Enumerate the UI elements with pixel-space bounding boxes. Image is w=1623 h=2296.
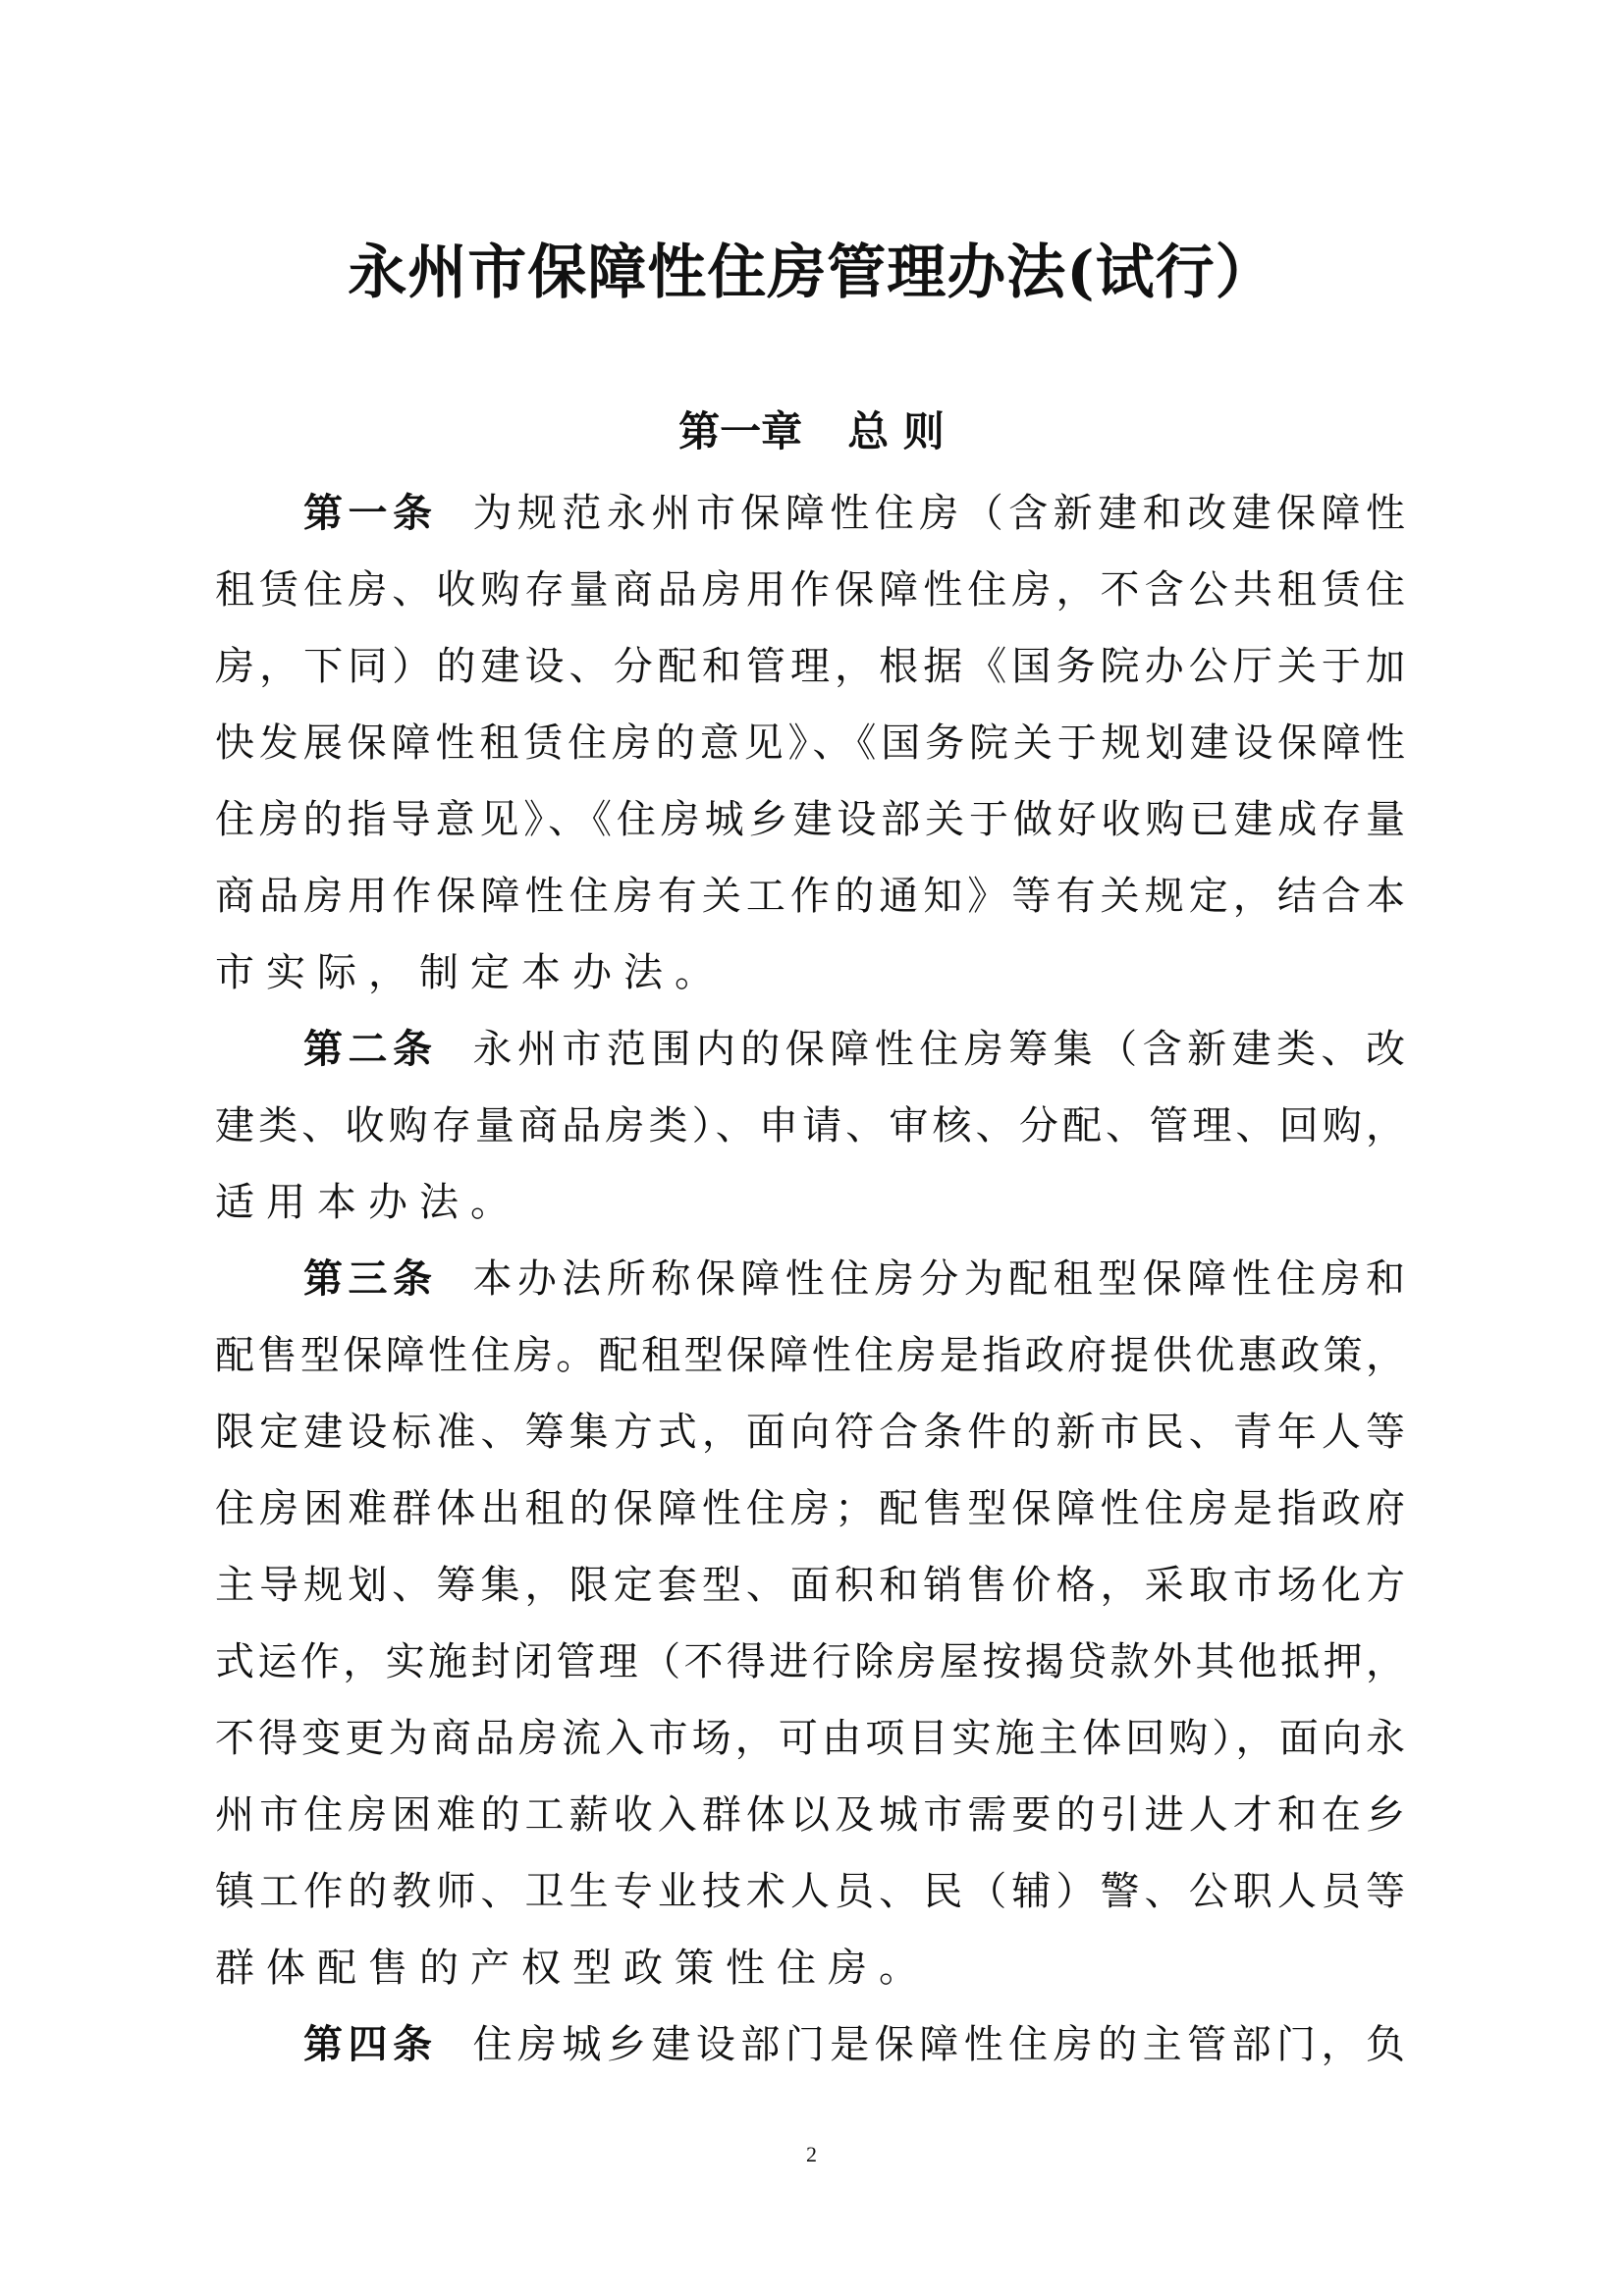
line-text: 式运作，实施封闭管理（不得进行除房屋按揭贷款外其他抵押， [215, 1639, 1405, 1684]
text-line [215, 1700, 1405, 1777]
text-line [215, 1470, 1405, 1547]
text-line [215, 781, 1405, 858]
article [215, 1241, 1405, 2006]
text-line [215, 2006, 1405, 2083]
text-line [215, 1777, 1405, 1853]
chapter-heading [0, 395, 1623, 469]
text-line [215, 1241, 1405, 1317]
article [215, 1011, 1405, 1241]
text-line [215, 705, 1405, 781]
text-line [215, 1011, 1405, 1088]
text-line [215, 1930, 1405, 2006]
line-text: 州市住房困难的工薪收入群体以及城市需要的引进人才和在乡 [215, 1792, 1405, 1838]
article [215, 2006, 1405, 2083]
text-line [215, 934, 1405, 1011]
line-text: 为规范永州市保障性住房（含新建和改建保障性 [472, 491, 1406, 536]
line-text: 本办法所称保障性住房分为配租型保障性住房和 [472, 1256, 1406, 1302]
line-text: 住房城乡建设部门是保障性住房的主管部门，负 [472, 2022, 1406, 2067]
line-text: 主导规划、筹集，限定套型、面积和销售价格，采取市场化方 [215, 1563, 1405, 1608]
line-text: 租赁住房、收购存量商品房用作保障性住房，不含公共租赁住 [215, 567, 1405, 613]
chapter-name: 总 则 [847, 407, 945, 455]
text-line [215, 1624, 1405, 1700]
line-text: 住房的指导意见》、《住房城乡建设部关于做好收购已建成存量 [215, 797, 1405, 842]
document-body [215, 475, 1405, 2083]
line-text: 房，下同）的建设、分配和管理，根据《国务院办公厅关于加 [215, 644, 1405, 689]
line-text: 镇工作的教师、卫生专业技术人员、民（辅）警、公职人员等 [215, 1869, 1405, 1914]
text-line [215, 1088, 1405, 1164]
text-line [215, 858, 1405, 934]
text-line [215, 475, 1405, 552]
text-line [215, 1853, 1405, 1930]
article [215, 475, 1405, 1011]
line-text: 住房困难群体出租的保障性住房；配售型保障性住房是指政府 [215, 1486, 1405, 1531]
document-title: 永州市保障性住房管理办法(试行） [348, 239, 1275, 307]
text-line [215, 628, 1405, 705]
line-text: 市实际，制定本办法。 [215, 950, 726, 995]
line-text: 限定建设标准、筹集方式，面向符合条件的新市民、青年人等 [215, 1410, 1405, 1455]
line-text: 快发展保障性租赁住房的意见》、《国务院关于规划建设保障性 [215, 721, 1405, 766]
line-text: 建类、收购存量商品房类）、申请、审核、分配、管理、回购， [215, 1103, 1405, 1148]
article-label: 第四条 [303, 2022, 438, 2067]
text-line [215, 1394, 1405, 1470]
article-label: 第一条 [303, 491, 438, 536]
text-line [215, 1547, 1405, 1624]
text-line [215, 552, 1405, 628]
chapter-number: 第一章 [678, 407, 803, 455]
page-number: 2 [806, 2142, 817, 2166]
text-line [215, 1317, 1405, 1394]
article-label: 第三条 [303, 1256, 438, 1302]
line-text: 群体配售的产权型政策性住房。 [215, 1946, 930, 1991]
line-text: 适用本办法。 [215, 1180, 521, 1225]
line-text: 永州市范围内的保障性住房筹集（含新建类、改 [472, 1027, 1406, 1072]
line-text: 不得变更为商品房流入市场，可由项目实施主体回购），面向永 [215, 1716, 1405, 1761]
text-line [215, 1164, 1405, 1241]
line-text: 配售型保障性住房。配租型保障性住房是指政府提供优惠政策， [215, 1333, 1405, 1378]
line-text: 商品房用作保障性住房有关工作的通知》等有关规定，结合本 [215, 874, 1405, 919]
article-label: 第二条 [303, 1027, 438, 1072]
